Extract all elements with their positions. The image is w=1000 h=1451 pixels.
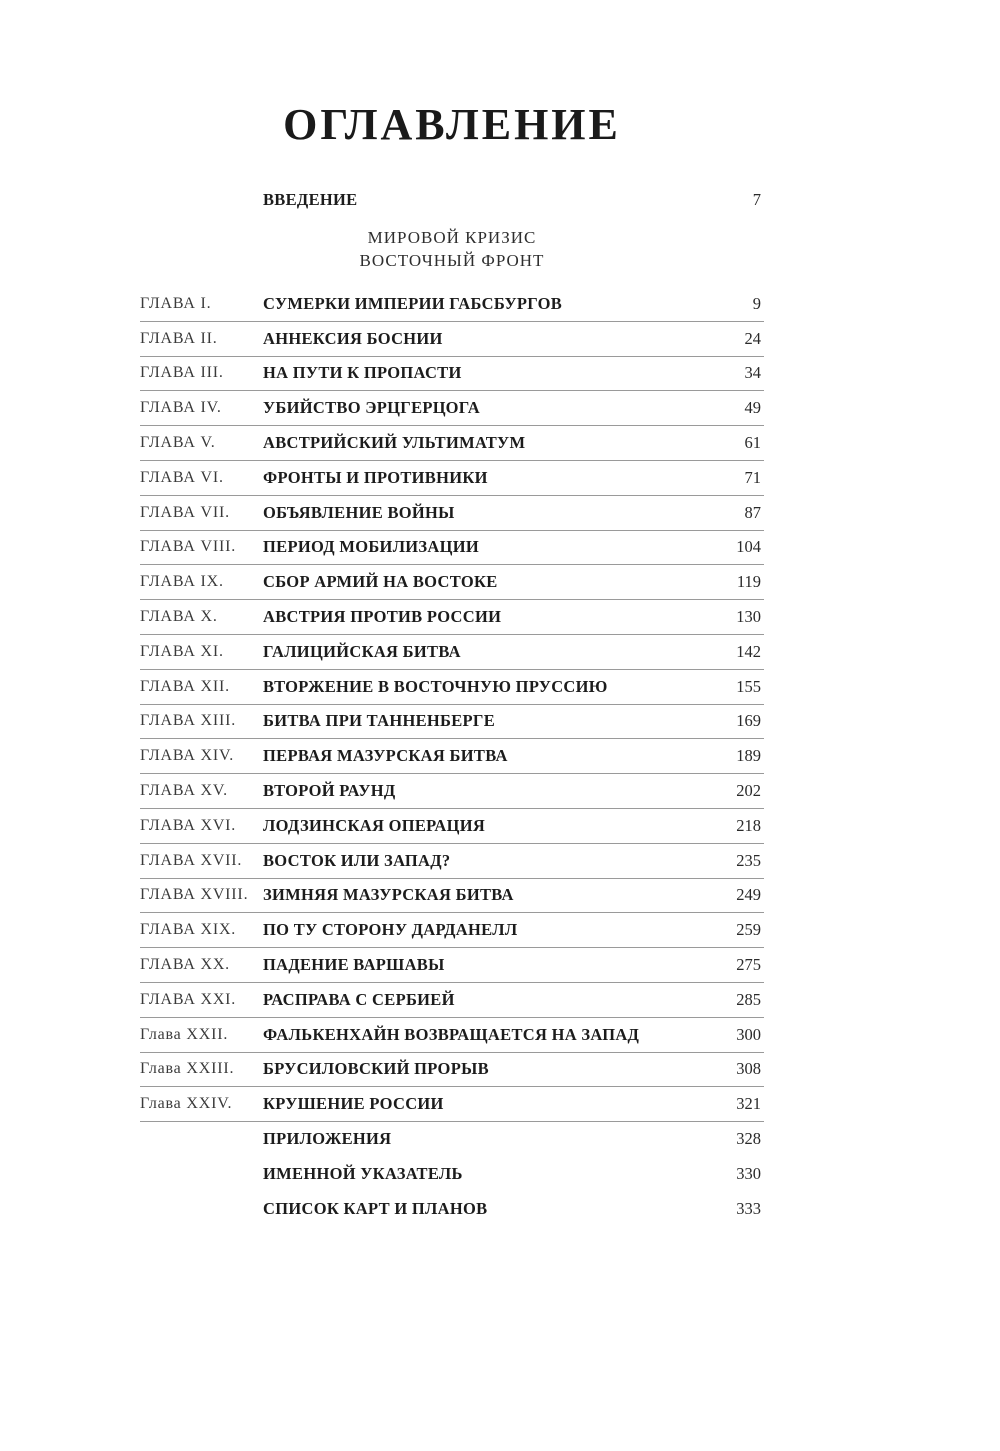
chapter-label: ГЛАВА VI. xyxy=(140,468,224,486)
toc-row xyxy=(140,1192,764,1227)
page-number: 49 xyxy=(744,398,761,418)
chapter-label: Глава XXIV. xyxy=(140,1095,233,1113)
toc-row xyxy=(140,670,764,705)
chapter-label: ГЛАВА XII. xyxy=(140,677,230,695)
back-matter-title: СПИСОК КАРТ И ПЛАНОВ xyxy=(263,1198,488,1218)
chapter-title: БИТВА ПРИ ТАННЕНБЕРГЕ xyxy=(263,711,496,731)
page-number: 249 xyxy=(736,885,761,905)
page-number: 300 xyxy=(736,1024,761,1044)
chapter-label: ГЛАВА XXI. xyxy=(140,990,237,1008)
toc-entry-introduction xyxy=(140,183,764,218)
chapter-title: ФАЛЬКЕНХАЙН ВОЗВРАЩАЕТСЯ НА ЗАПАД xyxy=(263,1024,640,1044)
toc-row xyxy=(140,809,764,844)
chapter-label: ГЛАВА XVIII. xyxy=(140,886,249,904)
page-number: 169 xyxy=(736,711,761,731)
chapter-title: ПЕРВАЯ МАЗУРСКАЯ БИТВА xyxy=(263,746,508,766)
toc-row xyxy=(140,391,764,426)
chapter-label: ГЛАВА XIII. xyxy=(140,712,237,730)
page-number: 321 xyxy=(736,1094,761,1114)
page-number: 119 xyxy=(736,572,761,592)
chapter-title: СБОР АРМИЙ НА ВОСТОКЕ xyxy=(263,572,498,592)
chapter-title: ВОСТОК ИЛИ ЗАПАД? xyxy=(263,850,451,870)
back-matter-list xyxy=(140,1122,764,1226)
chapter-label: Глава XXIII. xyxy=(140,1060,235,1078)
chapter-title: НА ПУТИ К ПРОПАСТИ xyxy=(263,363,462,383)
page-number: 285 xyxy=(736,989,761,1009)
page-number: 104 xyxy=(736,537,761,557)
chapter-label: ГЛАВА XIX. xyxy=(140,921,237,939)
chapter-title: АВСТРИЙСКИЙ УЛЬТИМАТУМ xyxy=(263,433,526,453)
page-number: 330 xyxy=(736,1164,761,1184)
chapter-label: ГЛАВА III. xyxy=(140,364,224,382)
page-number: 235 xyxy=(736,850,761,870)
toc-content xyxy=(140,0,764,1451)
chapter-title: ОБЪЯВЛЕНИЕ ВОЙНЫ xyxy=(263,502,455,522)
toc-row xyxy=(140,565,764,600)
toc-row xyxy=(140,983,764,1018)
toc-row xyxy=(140,1018,764,1053)
page-number: 9 xyxy=(752,293,761,313)
toc-row xyxy=(140,948,764,983)
chapter-title: УБИЙСТВО ЭРЦГЕРЦОГА xyxy=(263,398,481,418)
chapter-title: АВСТРИЯ ПРОТИВ РОССИИ xyxy=(263,607,502,627)
toc-row xyxy=(140,287,764,322)
chapter-list xyxy=(140,287,764,1122)
page-number: 61 xyxy=(744,433,761,453)
page-number: 189 xyxy=(736,746,761,766)
page-number: 275 xyxy=(736,955,761,975)
toc-row xyxy=(140,496,764,531)
introduction-title: ВВЕДЕНИЕ xyxy=(263,190,358,210)
chapter-label: ГЛАВА IX. xyxy=(140,573,224,591)
page-number: 202 xyxy=(736,781,761,801)
chapter-label: ГЛАВА II. xyxy=(140,329,218,347)
chapter-title: ГАЛИЦИЙСКАЯ БИТВА xyxy=(263,641,461,661)
introduction-page-number: 7 xyxy=(752,190,761,210)
chapter-title: АННЕКСИЯ БОСНИИ xyxy=(263,328,443,348)
toc-row xyxy=(140,844,764,879)
chapter-title: КРУШЕНИЕ РОССИИ xyxy=(263,1094,444,1114)
chapter-title: ВТОРОЙ РАУНД xyxy=(263,781,396,801)
toc-row xyxy=(140,600,764,635)
page-number: 333 xyxy=(736,1198,761,1218)
toc-row xyxy=(140,1053,764,1088)
page-number: 71 xyxy=(744,467,761,487)
page-number: 328 xyxy=(736,1129,761,1149)
toc-row xyxy=(140,913,764,948)
toc-row xyxy=(140,705,764,740)
chapter-label: ГЛАВА IV. xyxy=(140,399,222,417)
page-number: 155 xyxy=(736,676,761,696)
chapter-label: ГЛАВА X. xyxy=(140,608,218,626)
section-heading xyxy=(140,226,764,272)
chapter-label: ГЛАВА XIV. xyxy=(140,747,235,765)
chapter-title: ФРОНТЫ И ПРОТИВНИКИ xyxy=(263,467,488,487)
chapter-title: СУМЕРКИ ИМПЕРИИ ГАБСБУРГОВ xyxy=(263,293,563,313)
chapter-title: ВТОРЖЕНИЕ В ВОСТОЧНУЮ ПРУССИЮ xyxy=(263,676,608,696)
section-heading-line2: ВОСТОЧНЫЙ ФРОНТ xyxy=(359,251,545,270)
toc-row xyxy=(140,635,764,670)
chapter-label: Глава XXII. xyxy=(140,1025,229,1043)
chapter-label: ГЛАВА XI. xyxy=(140,642,224,660)
toc-row xyxy=(140,461,764,496)
toc-row xyxy=(140,357,764,392)
chapter-label: ГЛАВА XX. xyxy=(140,956,230,974)
chapter-title: БРУСИЛОВСКИЙ ПРОРЫВ xyxy=(263,1059,489,1079)
toc-row xyxy=(140,531,764,566)
toc-row xyxy=(140,774,764,809)
chapter-label: ГЛАВА XV. xyxy=(140,782,228,800)
chapter-label: ГЛАВА V. xyxy=(140,434,216,452)
toc-row xyxy=(140,1087,764,1122)
back-matter-title: ПРИЛОЖЕНИЯ xyxy=(263,1129,392,1149)
page-number: 130 xyxy=(736,607,761,627)
toc-row xyxy=(140,1122,764,1157)
section-heading-line1: МИРОВОЙ КРИЗИС xyxy=(367,228,537,247)
chapter-title: ПО ТУ СТОРОНУ ДАРДАНЕЛЛ xyxy=(263,920,518,940)
page-number: 259 xyxy=(736,920,761,940)
back-matter-title: ИМЕННОЙ УКАЗАТЕЛЬ xyxy=(263,1164,463,1184)
toc-row xyxy=(140,879,764,914)
toc-row xyxy=(140,322,764,357)
toc-row xyxy=(140,1157,764,1192)
chapter-label: ГЛАВА XVII. xyxy=(140,851,243,869)
toc-row xyxy=(140,426,764,461)
chapter-label: ГЛАВА VIII. xyxy=(140,538,237,556)
page-number: 218 xyxy=(736,815,761,835)
toc-row xyxy=(140,739,764,774)
chapter-title: РАСПРАВА С СЕРБИЕЙ xyxy=(263,989,455,1009)
page-number: 142 xyxy=(736,641,761,661)
page-title: ОГЛАВЛЕНИЕ xyxy=(283,100,621,149)
page-number: 308 xyxy=(736,1059,761,1079)
chapter-label: ГЛАВА VII. xyxy=(140,503,230,521)
chapter-title: ПЕРИОД МОБИЛИЗАЦИИ xyxy=(263,537,480,557)
page-number: 87 xyxy=(744,502,761,522)
page-number: 34 xyxy=(744,363,761,383)
chapter-title: ЛОДЗИНСКАЯ ОПЕРАЦИЯ xyxy=(263,815,486,835)
chapter-title: ЗИМНЯЯ МАЗУРСКАЯ БИТВА xyxy=(263,885,514,905)
chapter-title: ПАДЕНИЕ ВАРШАВЫ xyxy=(263,955,445,975)
chapter-label: ГЛАВА I. xyxy=(140,294,212,312)
chapter-label: ГЛАВА XVI. xyxy=(140,816,237,834)
page-number: 24 xyxy=(744,328,761,348)
